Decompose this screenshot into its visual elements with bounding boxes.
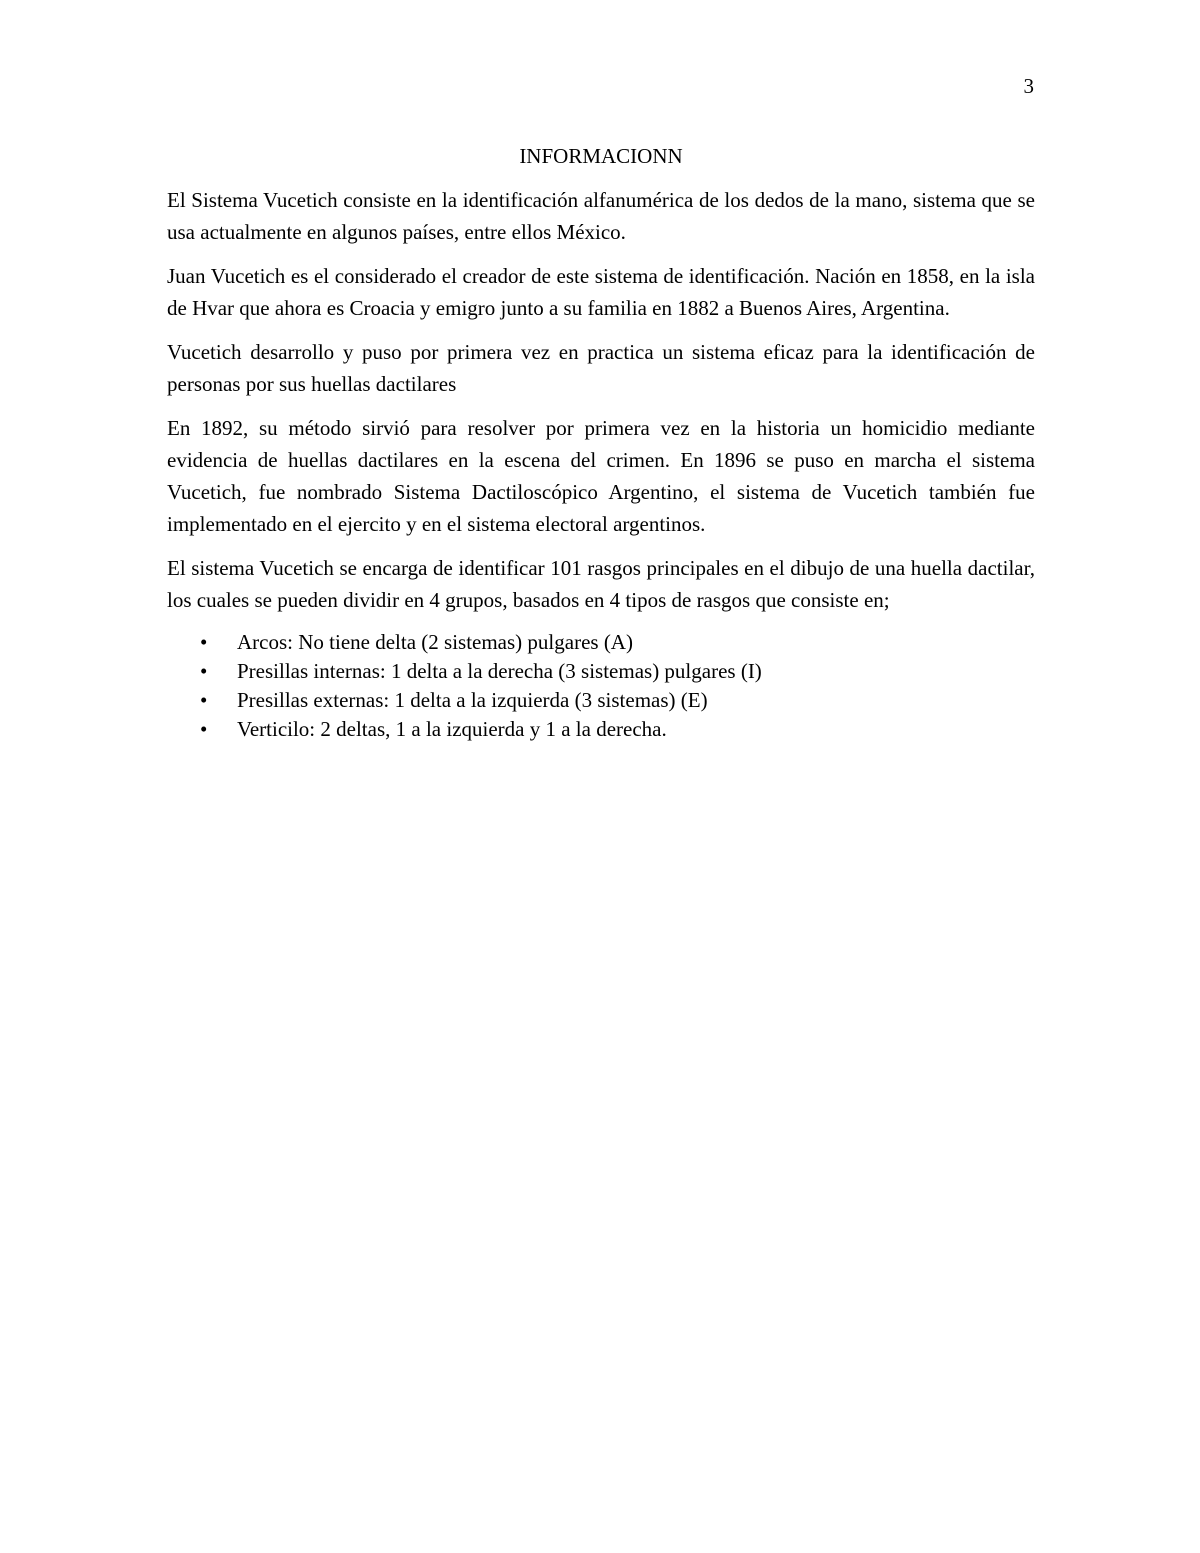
paragraph-history: En 1892, su método sirvió para resolver por primera vez en la historia un homicidio mediante evidencia de huellas dactilares en la escena del crimen. En 1896 se puso en marcha el sistema Vucetich, fue nombrado Sistema Dactiloscópico Argentino, el sistema de Vucetich también fue implementado en el ejercito y en el sistema electoral argentinos. — [167, 416, 1035, 536]
document-title: INFORMACIONN — [519, 144, 683, 168]
paragraph-creator: Juan Vucetich es el considerado el creador de este sistema de identificación. Nación en 1858, en la isla de Hvar que ahora es Croacia y emigro junto a su familia en 1882 a Buenos Aires, Argentina. — [167, 264, 1035, 320]
list-item — [167, 715, 1035, 744]
bullet-icon: • — [200, 688, 208, 712]
paragraph-development: Vucetich desarrollo y puso por primera vez en practica un sistema eficaz para la identificación de personas por sus huellas dactilares — [167, 340, 1035, 396]
paragraph-features: El sistema Vucetich se encarga de identificar 101 rasgos principales en el dibujo de una huella dactilar, los cuales se pueden dividir en 4 grupos, basados en 4 tipos de rasgos que consiste en; — [167, 556, 1035, 612]
bullet-icon: • — [200, 659, 208, 683]
list-item-text: Verticilo: 2 deltas, 1 a la izquierda y 1 a la derecha. — [237, 717, 667, 741]
bullet-icon: • — [200, 630, 208, 654]
list-item — [167, 686, 1035, 715]
paragraph-intro: El Sistema Vucetich consiste en la identificación alfanumérica de los dedos de la mano, sistema que se usa actualmente en algunos países, entre ellos México. — [167, 188, 1035, 244]
list-item — [167, 628, 1035, 657]
list-item-text: Arcos: No tiene delta (2 sistemas) pulgares (A) — [237, 630, 633, 654]
bullet-icon: • — [200, 717, 208, 741]
document-body — [167, 140, 1035, 744]
page-number: 3 — [1023, 74, 1034, 98]
bullet-list — [167, 628, 1035, 744]
list-item-text: Presillas internas: 1 delta a la derecha (3 sistemas) pulgares (I) — [237, 659, 762, 683]
list-item — [167, 657, 1035, 686]
list-item-text: Presillas externas: 1 delta a la izquierda (3 sistemas) (E) — [237, 688, 708, 712]
